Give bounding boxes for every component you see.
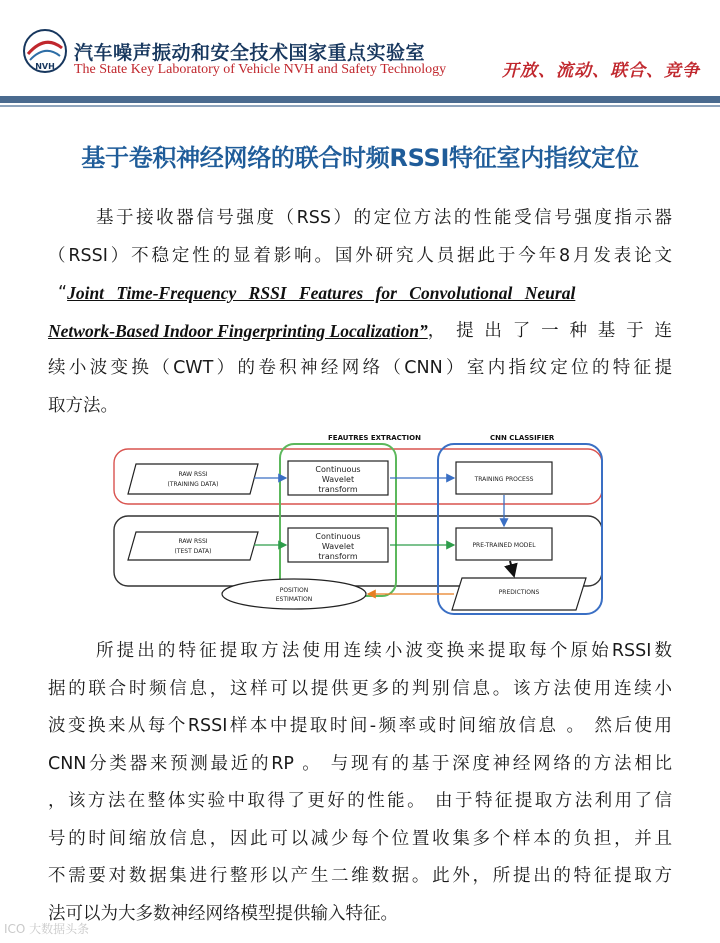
- para1-line: Network-Based Indoor Fingerprinting Localization ” ，提出了一种基于连: [48, 313, 672, 351]
- header-divider-thin: [0, 105, 720, 107]
- para2-line: 波变换来从每个RSSI样本中提取时间-频率或时间缩放信息 。 然后使用: [48, 716, 672, 736]
- arrow-model-to-predictions: [510, 561, 514, 576]
- svg-text:NVH: NVH: [35, 62, 55, 71]
- section-label-cnn: CNN CLASSIFIER: [490, 434, 555, 442]
- para2-line: ，该方法在整体实验中取得了更好的性能。 由于特征提取方法利用了信: [48, 791, 672, 811]
- para2-line: CNN分类器来预测最近的RP 。 与现有的基于深度神经网络的方法相比: [48, 753, 672, 774]
- svg-text:TRAINING PROCESS: TRAINING PROCESS: [474, 476, 534, 483]
- header-divider-thick: [0, 96, 720, 103]
- svg-text:ESTIMATION: ESTIMATION: [275, 596, 313, 603]
- diagram-svg: [110, 432, 614, 622]
- para1-line: 续小波变换（CWT）的卷积神经网络（CNN）室内指纹定位的特征提: [48, 358, 672, 378]
- lab-logo-icon: [22, 28, 68, 74]
- watermark: ICO 大数据头条: [4, 922, 90, 936]
- para1-line: （RSSI）不稳定性的显着影响。国外研究人员据此于今年8月发表论文: [48, 245, 672, 266]
- raw-rssi-training-box: [128, 464, 258, 494]
- org-name-cn: 汽车噪声振动和安全技术国家重点实验室: [74, 42, 426, 64]
- para2-line: 所提出的特征提取方法使用连续小波变换来提取每个原始RSSI数: [96, 641, 672, 661]
- svg-text:PREDICTIONS: PREDICTIONS: [498, 589, 540, 596]
- para2-line: 法可以为大多数神经网络模型提供输入特征。: [48, 903, 398, 924]
- svg-text:transform: transform: [318, 552, 358, 561]
- para1-citation-line: “ Joint Time-Frequency RSSI Features for Convolutional Neural: [48, 275, 672, 313]
- svg-text:(TEST DATA): (TEST DATA): [174, 548, 212, 555]
- svg-text:Wavelet: Wavelet: [321, 542, 355, 551]
- para1-line: 取方法。: [48, 395, 118, 416]
- svg-text:POSITION: POSITION: [279, 587, 309, 594]
- svg-text:transform: transform: [318, 485, 358, 494]
- org-name-en: The State Key Laboratory of Vehicle NVH and Safety Technology: [74, 62, 447, 77]
- paper-citation-link-cont[interactable]: Network-Based Indoor Fingerprinting Localization: [48, 320, 419, 341]
- svg-text:Continuous: Continuous: [315, 532, 361, 541]
- method-paragraph: [48, 633, 672, 933]
- cnn-pipeline-diagram: [110, 432, 614, 622]
- svg-text:(TRAINING DATA): (TRAINING DATA): [167, 481, 219, 488]
- page-header: [0, 0, 720, 96]
- position-estimation-ellipse: [222, 579, 366, 609]
- section-label-features: FEAUTRES EXTRACTION: [328, 434, 421, 442]
- paper-citation-link[interactable]: Joint Time-Frequency RSSI Features for Convolutional Neural: [67, 283, 576, 303]
- para2-line: 不需要对数据集进行整形以产生二维数据。此外，所提出的特征提取方: [48, 866, 672, 886]
- svg-text:Continuous: Continuous: [315, 465, 361, 474]
- raw-rssi-test-box: [128, 532, 258, 560]
- svg-text:PRE-TRAINED MODEL: PRE-TRAINED MODEL: [472, 542, 536, 549]
- para2-line: 据的联合时频信息，这样可以提供更多的判别信息。该方法使用连续小: [48, 678, 672, 699]
- svg-text:Wavelet: Wavelet: [321, 475, 355, 484]
- para2-line: 号的时间缩放信息，因此可以减少每个位置收集多个样本的负担，并且: [48, 828, 672, 849]
- intro-paragraph: [48, 200, 672, 425]
- svg-text:RAW RSSI: RAW RSSI: [178, 471, 208, 478]
- svg-text:RAW RSSI: RAW RSSI: [178, 538, 208, 545]
- slogan: 开放、流动、联合、竞争: [502, 61, 700, 81]
- page-title: 基于卷积神经网络的联合时频RSSI特征室内指纹定位: [81, 144, 639, 172]
- para1-line: 基于接收器信号强度（RSS）的定位方法的性能受信号强度指示器: [96, 208, 672, 228]
